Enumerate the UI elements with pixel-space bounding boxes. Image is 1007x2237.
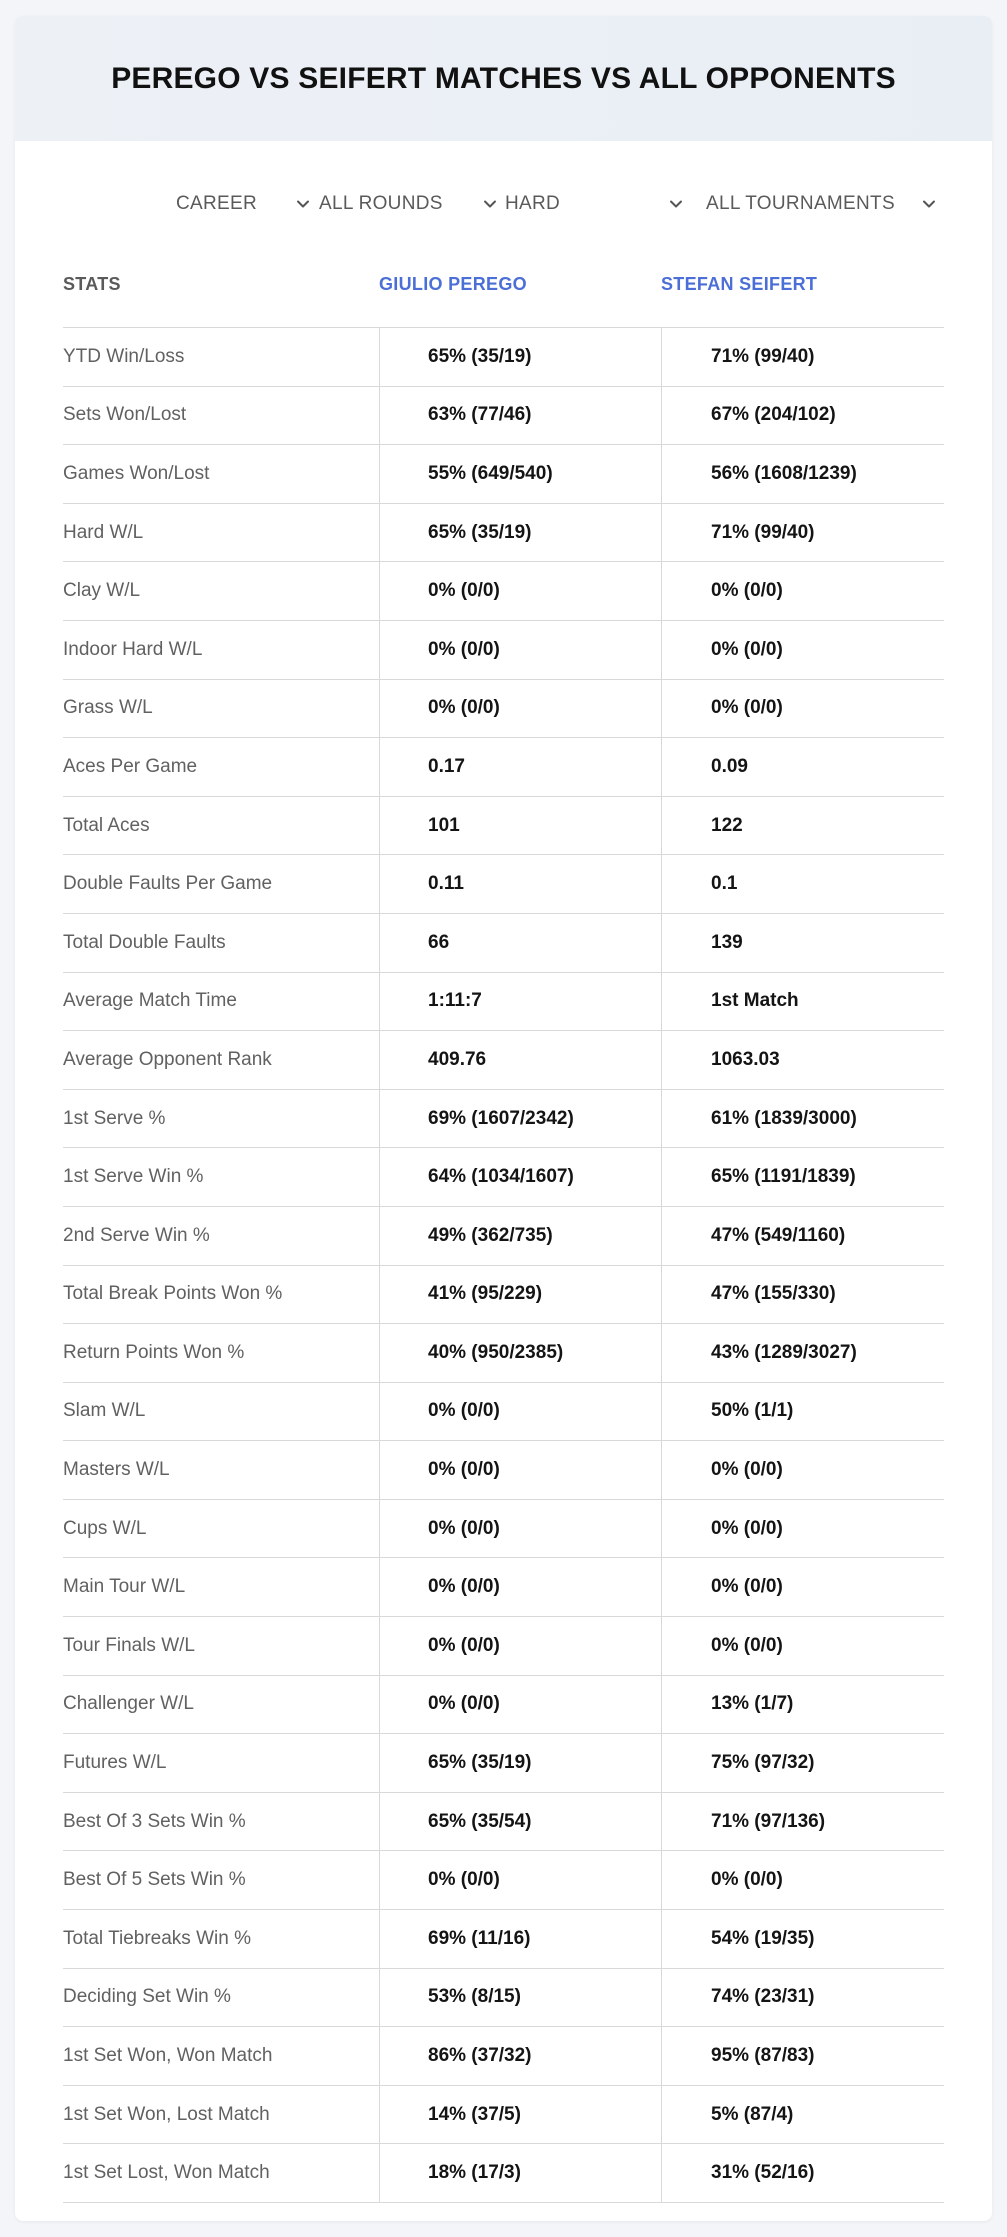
player2-stat-value: 56% (1608/1239) bbox=[661, 445, 944, 503]
table-row bbox=[63, 973, 944, 1032]
player2-stat-value: 71% (97/136) bbox=[661, 1793, 944, 1851]
stat-label: Challenger W/L bbox=[63, 1693, 194, 1715]
player1-stat-value: 0% (0/0) bbox=[379, 1558, 661, 1616]
player2-stat-value: 0% (0/0) bbox=[661, 680, 944, 738]
stat-label: Masters W/L bbox=[63, 1459, 170, 1481]
player2-stat-value: 95% (87/83) bbox=[661, 2027, 944, 2085]
stat-label: Games Won/Lost bbox=[63, 462, 210, 484]
player2-stat-value: 0% (0/0) bbox=[661, 1558, 944, 1616]
table-row bbox=[63, 1207, 944, 1266]
player1-stat-value: 41% (95/229) bbox=[379, 1266, 661, 1324]
page-header bbox=[15, 16, 992, 141]
player2-stat-value: 122 bbox=[661, 797, 944, 855]
rounds-filter-label: ALL ROUNDS bbox=[319, 193, 443, 214]
player2-stat-value: 0.09 bbox=[661, 738, 944, 796]
table-row bbox=[63, 1031, 944, 1090]
table-row bbox=[63, 1676, 944, 1735]
stat-label: Cups W/L bbox=[63, 1517, 147, 1539]
stat-label: Aces Per Game bbox=[63, 755, 198, 777]
table-row bbox=[63, 1558, 944, 1617]
player1-stat-value: 0% (0/0) bbox=[379, 1617, 661, 1675]
player1-stat-value: 409.76 bbox=[379, 1031, 661, 1089]
stat-label: Grass W/L bbox=[63, 697, 153, 719]
table-row bbox=[63, 1793, 944, 1852]
tournaments-filter-label: ALL TOURNAMENTS bbox=[706, 193, 895, 214]
stats-table bbox=[63, 256, 944, 2203]
player2-stat-value: 61% (1839/3000) bbox=[661, 1090, 944, 1148]
player2-stat-value: 0% (0/0) bbox=[661, 1617, 944, 1675]
career-filter-select[interactable] bbox=[176, 184, 257, 224]
player1-stat-value: 0% (0/0) bbox=[379, 1441, 661, 1499]
player2-stat-value: 31% (52/16) bbox=[661, 2144, 944, 2202]
table-row bbox=[63, 2027, 944, 2086]
table-body bbox=[63, 328, 944, 2203]
player1-stat-value: 65% (35/54) bbox=[379, 1793, 661, 1851]
table-row bbox=[63, 1910, 944, 1969]
player2-stat-value: 139 bbox=[661, 914, 944, 972]
page-title: PEREGO VS SEIFERT MATCHES VS ALL OPPONENTS bbox=[111, 61, 896, 95]
player1-stat-value: 69% (11/16) bbox=[379, 1910, 661, 1968]
player2-stat-value: 65% (1191/1839) bbox=[661, 1148, 944, 1206]
player2-stat-value: 71% (99/40) bbox=[661, 328, 944, 386]
stat-label: YTD Win/Loss bbox=[63, 345, 185, 367]
player1-column-header[interactable]: GIULIO PEREGO bbox=[379, 274, 527, 294]
table-row bbox=[63, 738, 944, 797]
table-row bbox=[63, 445, 944, 504]
stat-label: Best Of 5 Sets Win % bbox=[63, 1869, 246, 1891]
player1-stat-value: 0% (0/0) bbox=[379, 1851, 661, 1909]
player2-stat-value: 67% (204/102) bbox=[661, 387, 944, 445]
table-row bbox=[63, 1617, 944, 1676]
table-row bbox=[63, 855, 944, 914]
table-row bbox=[63, 1383, 944, 1442]
player1-stat-value: 55% (649/540) bbox=[379, 445, 661, 503]
player1-stat-value: 0% (0/0) bbox=[379, 1676, 661, 1734]
table-row bbox=[63, 621, 944, 680]
stat-label: Tour Finals W/L bbox=[63, 1634, 195, 1656]
player1-stat-value: 64% (1034/1607) bbox=[379, 1148, 661, 1206]
player1-stat-value: 49% (362/735) bbox=[379, 1207, 661, 1265]
table-row bbox=[63, 504, 944, 563]
chevron-down-icon bbox=[296, 197, 310, 211]
table-row bbox=[63, 1148, 944, 1207]
player1-stat-value: 0% (0/0) bbox=[379, 621, 661, 679]
chevron-down-icon bbox=[483, 197, 497, 211]
player1-stat-value: 14% (37/5) bbox=[379, 2086, 661, 2144]
player2-stat-value: 0% (0/0) bbox=[661, 1851, 944, 1909]
player1-stat-value: 0% (0/0) bbox=[379, 680, 661, 738]
player2-stat-value: 43% (1289/3027) bbox=[661, 1324, 944, 1382]
player1-stat-value: 0.17 bbox=[379, 738, 661, 796]
player2-stat-value: 0% (0/0) bbox=[661, 621, 944, 679]
player1-stat-value: 0% (0/0) bbox=[379, 562, 661, 620]
player1-stat-value: 69% (1607/2342) bbox=[379, 1090, 661, 1148]
rounds-filter-select[interactable] bbox=[319, 184, 443, 224]
table-row bbox=[63, 387, 944, 446]
player1-stat-value: 86% (37/32) bbox=[379, 2027, 661, 2085]
player2-stat-value: 13% (1/7) bbox=[661, 1676, 944, 1734]
career-filter-label: CAREER bbox=[176, 193, 257, 214]
player1-stat-value: 65% (35/19) bbox=[379, 1734, 661, 1792]
player1-stat-value: 65% (35/19) bbox=[379, 328, 661, 386]
filter-bar bbox=[15, 184, 992, 224]
stats-card bbox=[15, 16, 992, 2221]
player1-stat-value: 65% (35/19) bbox=[379, 504, 661, 562]
stat-label: 2nd Serve Win % bbox=[63, 1224, 210, 1246]
player2-stat-value: 0.1 bbox=[661, 855, 944, 913]
player2-stat-value: 75% (97/32) bbox=[661, 1734, 944, 1792]
player2-stat-value: 0% (0/0) bbox=[661, 1500, 944, 1558]
player2-stat-value: 50% (1/1) bbox=[661, 1383, 944, 1441]
player2-stat-value: 0% (0/0) bbox=[661, 1441, 944, 1499]
player2-stat-value: 1st Match bbox=[661, 973, 944, 1031]
stat-label: Average Match Time bbox=[63, 990, 237, 1012]
player2-stat-value: 47% (155/330) bbox=[661, 1266, 944, 1324]
player1-stat-value: 0% (0/0) bbox=[379, 1500, 661, 1558]
stat-label: Total Tiebreaks Win % bbox=[63, 1927, 251, 1949]
chevron-down-icon bbox=[669, 197, 683, 211]
stat-label: Clay W/L bbox=[63, 580, 141, 602]
stat-label: Main Tour W/L bbox=[63, 1576, 186, 1598]
player2-stat-value: 1063.03 bbox=[661, 1031, 944, 1089]
table-row bbox=[63, 1266, 944, 1325]
player2-stat-value: 74% (23/31) bbox=[661, 1969, 944, 2027]
player2-column-header[interactable]: STEFAN SEIFERT bbox=[661, 274, 818, 294]
stat-label: Futures W/L bbox=[63, 1752, 167, 1774]
player2-stat-value: 0% (0/0) bbox=[661, 562, 944, 620]
surface-filter-label: HARD bbox=[505, 193, 561, 214]
chevron-down-icon bbox=[922, 197, 936, 211]
player1-stat-value: 101 bbox=[379, 797, 661, 855]
stat-label: Sets Won/Lost bbox=[63, 404, 187, 426]
stat-label: 1st Serve % bbox=[63, 1107, 166, 1129]
table-row bbox=[63, 328, 944, 387]
player2-stat-value: 71% (99/40) bbox=[661, 504, 944, 562]
stat-label: Slam W/L bbox=[63, 1400, 146, 1422]
player2-stat-value: 54% (19/35) bbox=[661, 1910, 944, 1968]
stat-label: Hard W/L bbox=[63, 521, 144, 543]
table-row bbox=[63, 1851, 944, 1910]
player2-stat-value: 5% (87/4) bbox=[661, 2086, 944, 2144]
tournaments-filter-select[interactable] bbox=[706, 184, 895, 224]
table-row bbox=[63, 1734, 944, 1793]
player1-stat-value: 63% (77/46) bbox=[379, 387, 661, 445]
table-row bbox=[63, 2086, 944, 2145]
player1-stat-value: 66 bbox=[379, 914, 661, 972]
stat-label: 1st Set Lost, Won Match bbox=[63, 2162, 270, 2184]
table-header bbox=[63, 256, 944, 328]
player1-stat-value: 53% (8/15) bbox=[379, 1969, 661, 2027]
player2-stat-value: 47% (549/1160) bbox=[661, 1207, 944, 1265]
stat-label: Average Opponent Rank bbox=[63, 1048, 272, 1070]
table-row bbox=[63, 680, 944, 739]
stat-label: Double Faults Per Game bbox=[63, 873, 273, 895]
stat-label: Return Points Won % bbox=[63, 1341, 245, 1363]
stat-label: Total Break Points Won % bbox=[63, 1283, 283, 1305]
stat-label: Total Aces bbox=[63, 814, 150, 836]
table-row bbox=[63, 1441, 944, 1500]
table-row bbox=[63, 914, 944, 973]
table-row bbox=[63, 1090, 944, 1149]
stat-label: Deciding Set Win % bbox=[63, 1986, 231, 2008]
table-row bbox=[63, 562, 944, 621]
table-row bbox=[63, 797, 944, 856]
table-row bbox=[63, 2144, 944, 2203]
player1-stat-value: 0.11 bbox=[379, 855, 661, 913]
stat-label: Total Double Faults bbox=[63, 931, 226, 953]
player1-stat-value: 18% (17/3) bbox=[379, 2144, 661, 2202]
stat-label: 1st Serve Win % bbox=[63, 1166, 204, 1188]
table-row bbox=[63, 1969, 944, 2028]
table-row bbox=[63, 1500, 944, 1559]
stats-column-header: STATS bbox=[63, 274, 121, 294]
player1-stat-value: 1:11:7 bbox=[379, 973, 661, 1031]
player1-stat-value: 0% (0/0) bbox=[379, 1383, 661, 1441]
stat-label: 1st Set Won, Won Match bbox=[63, 2045, 273, 2067]
stat-label: Indoor Hard W/L bbox=[63, 638, 203, 660]
table-row bbox=[63, 1324, 944, 1383]
stat-label: Best Of 3 Sets Win % bbox=[63, 1810, 246, 1832]
player1-stat-value: 40% (950/2385) bbox=[379, 1324, 661, 1382]
stat-label: 1st Set Won, Lost Match bbox=[63, 2103, 270, 2125]
surface-filter-select[interactable] bbox=[505, 184, 560, 224]
